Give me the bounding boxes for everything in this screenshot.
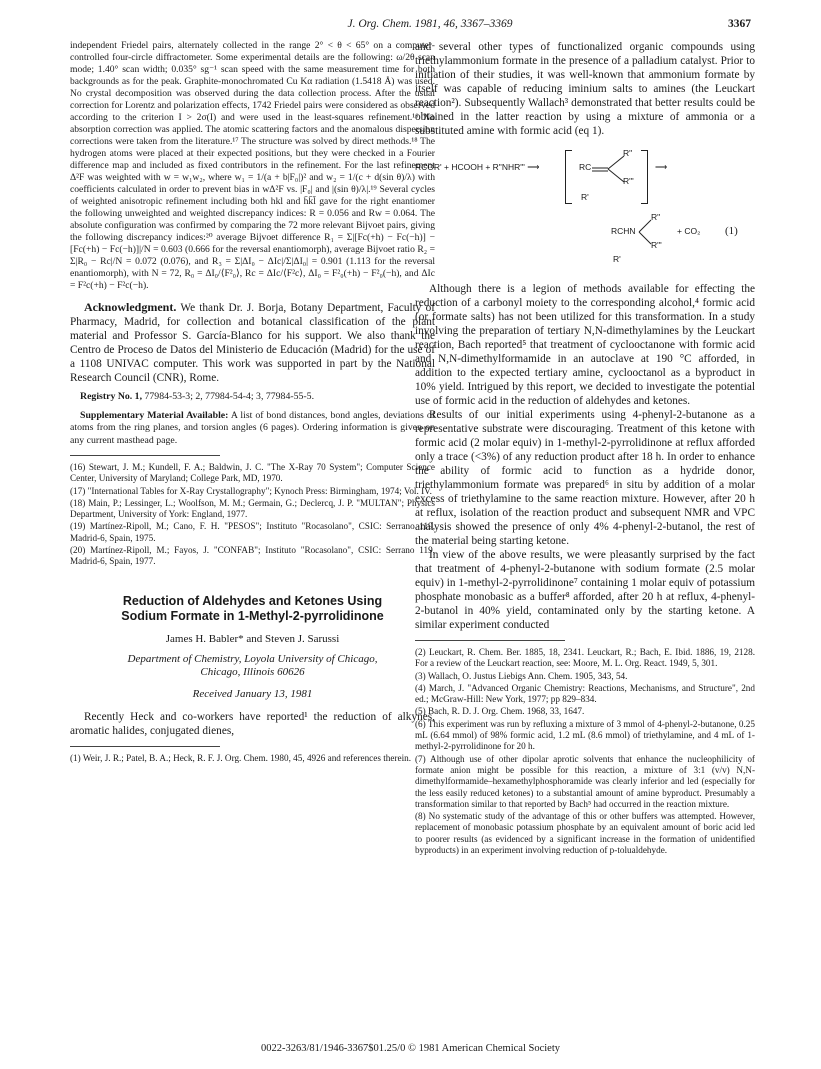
registry-numbers: [70, 391, 435, 404]
acknowledgment-text: We thank Dr. J. Borja, Botany Department, Faculty of Pharmacy, Madrid, for collection and botanical classification of the plant material and Professor S. García-Blanco for his support. We also thank the Centro de Proceso de Datos del Ministerio de Educación (Madrid) for the use of a 1108 UNIVAC computer. This work was supported in part by the National Research Council (CNR), Rome.: [70, 302, 435, 384]
affiliation: [70, 653, 435, 680]
paragraph-formic-acid: Although there is a legion of methods available for effecting the reduction of a carbonyl moiety to the corresponding alcohol,⁴ formic acid (or formate salts) has not been utilized for this transformation. In a study involving the preparation of tertiary N,N-dimethylamines by the Leuckart reaction, Bach reported⁵ that treatment of cyclooctanone with formic acid and N,N-dimethylformamide in an autoclave at 190 °C afforded, in addition to the expected tertiary amine, cyclooctanol as a byproduct in 10% yield. Intrigued by this report, we decided to investigate the potential use of formic acid in the reduction of aldehydes and ketones.: [415, 283, 755, 407]
eq-product-r2: R"': [651, 240, 662, 250]
footnote-17: (17) "International Tables for X-Ray Crystallography"; Kynoch Press: Birmingham, 1974; Vol. IV.: [70, 485, 432, 496]
page-number: 3367: [728, 18, 751, 30]
footnote-4: (4) March, J. "Advanced Organic Chemistry: Reactions, Mechanisms, and Structure", 2nd ed.; McGraw-Hill: New York, 1977; pp 829–834.: [415, 682, 755, 705]
footnote-19: (19) Martínez-Ripoll, M.; Cano, F. H. "PESOS"; Instituto "Rocasolano", CSIC: Serrano 119, Madrid-6, Spain, 1975.: [70, 521, 435, 543]
article-intro: Recently Heck and co-workers have reported¹ the reduction of alkynes, aromatic halides, conjugated dienes,: [70, 710, 435, 737]
eq-bracket-right: [641, 150, 648, 204]
footnote-16: (16) Stewart, J. M.; Kundell, F. A.; Baldwin, J. C. "The X-Ray 70 System"; Computer Science Center, University of Maryland; College Park, MD, 1970.: [70, 462, 435, 484]
article-title-line-2: Sodium Formate in 1-Methyl-2-pyrrolidinone: [121, 608, 384, 623]
footnote-3: (3) Wallach, O. Justus Liebigs Ann. Chem. 1905, 343, 54.: [415, 670, 628, 681]
received-date: Received January 13, 1981: [192, 687, 313, 700]
eq-reactants: RCOR' + HCOOH + R"NHR"' ⟶: [415, 162, 540, 172]
footnote-20: (20) Martínez-Ripoll, M.; Fayos, J. "CONFAB"; Instituto "Rocasolano", CSIC: Serrano 119, Madrid-6, Spain, 1977.: [70, 545, 435, 567]
paragraph-initial-results: Results of our initial experiments using 4-phenyl-2-butanone as a representative substrate were discouraging. Treatment of this ketone with formic acid (2 molar equiv) in 1-methyl-2-pyrrolidinone at reflux afforded only a trace (<3%) of any reduction product after 18 h. In order to enhance the ability of formic acid to function as a hydride donor, triethylammonium formate was prepared⁶ in situ by addition of a molar excess of triethylamine to the same reaction mixture. However, after 20 h at reflux, isolation of the reaction product and subsequent NMR and VPC analysis showed the presence of only 4% 4-phenyl-2-butanol, the rest of the material being starting ketone.: [415, 409, 755, 547]
eq-iminium-r2: R"': [623, 176, 634, 186]
eq-product-amine: RCHN: [611, 226, 636, 236]
eq-product-r3: R': [613, 254, 621, 264]
eq-iminium-carbon: RC: [579, 162, 592, 172]
registry-heading: Registry No. 1,: [80, 391, 143, 402]
eq-number: (1): [725, 225, 738, 237]
eq-co2: + CO₂: [677, 226, 701, 236]
affiliation-line-2: Chicago, Illinois 60626: [200, 666, 305, 679]
supplementary-material: [70, 410, 435, 448]
acknowledgment: [70, 300, 435, 385]
eq-arrow: ⟶: [655, 162, 668, 172]
equation-1: [415, 146, 755, 276]
supplementary-text: A list of bond distances, bond angles, deviations of atoms from the ring planes, and torsion angles (6 pages). Ordering information is given on any current masthead page.: [70, 409, 435, 446]
article-title-line-1: Reduction of Aldehydes and Ketones Using: [122, 593, 383, 608]
eq-bracket-left: [565, 150, 572, 204]
article-title: [70, 594, 435, 624]
footnote-1: (1) Weir, J. R.; Patel, B. A.; Heck, R. F. J. Org. Chem. 1980, 45, 4926 and references therein.: [70, 752, 412, 763]
footnote-8: (8) No systematic study of the advantage of this or other buffers was attempted. However, replacement of monobasic potassium phosphate by an equivalent amount of boric acid led to poorer results (as evidenced by a significant increase in the formation of unidentified byproducts) in an experiment involving reduction of p-tolualdehyde.: [415, 811, 755, 856]
left-column: [70, 40, 435, 764]
footnote-5: (5) Bach, R. D. J. Org. Chem. 1968, 33, 1647.: [415, 706, 585, 717]
article-footnote-divider: [70, 746, 220, 747]
right-column: [415, 40, 755, 856]
supplementary-heading: Supplementary Material Available:: [80, 409, 229, 421]
footnote-18: (18) Main, P.; Lessinger, L.; Woolfson, M. M.; Germain, G.; Declercq, J. P. "MULTAN"; Physics Department, University of York: England, 1977.: [70, 497, 435, 520]
footnote-divider: [70, 455, 220, 456]
journal-citation: J. Org. Chem. 1981, 46, 3367–3369: [347, 18, 513, 30]
copyright-footer: 0022-3263/81/1946-3367$01.25/0 © 1981 American Chemical Society: [260, 1043, 561, 1054]
footnote-7: (7) Although use of other dipolar aprotic solvents that enhance the nucleophilicity of formate anion might be possible for this reaction, a mixture of 3:1 (v/v) N,N-dimethylformamide–hexamethylphosphoramide was clearly inferior and led (especially for the less easily reduced ketones) to a substantial amount of amine byproduct. Presumably a transformation similar to that reported by Bach⁵ had occurred in the reaction mixture.: [415, 753, 755, 809]
experimental-paragraph: independent Friedel pairs, alternately collected in the range 2° < θ < 65° on a computer-controlled four-circle diffractometer. Some experimental details are the following: ω/2θ scan mode; 1.40° scan width; 0.035° sg⁻¹ scan speed with the same measurement time for both backgrounds as for the peak. Graphite-monochromated Cu Kα radiation (1.5418 Å) was used. No crystal decomposition was observed during the data collection process. After the usual correction for Lorentz and polarization effects, 1742 Friedel pairs were considered as observed according to the criterion I > 2σ(I) and were used in the least-squares refinement.¹⁶ No absorption correction was applied. The atomic scattering factors and the anomalous dispersion corrections were taken from the literature.¹⁷ The structure was solved by direct methods.¹⁸ The hydrogen atoms were placed at their expected positions, but they were checked in a Fourier difference map and included as fixed contributors in the refinement. For the last refinement Δ²F was weighted with w = w₁w₂, where w₁ = 1/(a + b|F₀|)² and w₂ = 1/(c + d(sin θ)/λ) with coefficients calculated in order to prevent bias in wΔ²F vs. |F₀| and |(sin θ)/λ|.¹⁹ Several cycles of weighted anisotropic refinement including both hkl and h̄k̄l̄ gave for the right enantiomer the following unweighted and weighted discrepancy indices: R = 0.056 and Rw = 0.064. The absolute configuration was confirmed by comparing the 72 more relevant Bijvoet pairs, giving the following discrepancy indices:²⁰ average Bijvoet difference R₁ = Σ|[Fc(+h) − Fc(−h)] − [Fc(+h) − Fc(−h)]|/N = 0.603 (0.666 for the reversal enantiomorph), average Bijvoet ratio R₂ = Σ|R₀ − Rc|/N = 0.072 (0.076), and R₃ = Σ|ΔI₀ − ΔIc|/Σ|ΔI₀| = 0.901 (1.113 for the reversal enantiomorph), with N = 72, R₀ = ΔI₀/⟨F²₀⟩, Rc = ΔIc/⟨F²c⟩, ΔI₀ = F²₀(+h) − F²₀(−h), and ΔIc = F²c(+h) − F²c(−h).: [70, 40, 435, 291]
eq-iminium-r1: R": [623, 148, 633, 158]
footnote-2: (2) Leuckart, R. Chem. Ber. 1885, 18, 2341. Leuckart, R.; Bach, E. Ibid. 1886, 19, 2128. For a review of the Leuckart reaction, see: Moore, M. L. Org. React. 1949, 5, 301.: [415, 647, 755, 669]
affiliation-line-1: Department of Chemistry, Loyola University of Chicago,: [127, 652, 378, 665]
registry-text: 77984-53-3; 2, 77984-54-4; 3, 77984-55-5.: [142, 391, 315, 402]
footnote-6: (6) This experiment was run by refluxing a mixture of 3 mmol of 4-phenyl-2-butanone, 0.25 mL (6.64 mmol) of 98% formic acid, 1.2 mL (8.6 mmol) of triethylamine, and 4 mL of 1-methyl-2-pyrrolidinone for 20 h.: [415, 718, 755, 752]
authors: James H. Babler* and Steven J. Sarussi: [165, 632, 340, 645]
acknowledgment-heading: Acknowledgment.: [84, 300, 177, 314]
paragraph-leuckart: and several other types of functionalized organic compounds using triethylammonium formate in the presence of a palladium catalyst. Prior to initiation of their studies, it was well-known that ammonium formate by itself was capable of reducing iminium salts to amines (the Leuckart reaction²). Subsequently Wallach³ demonstrated that better results could be obtained in the latter reaction by using a mixture of ammonia or a substituted amine with formic acid (eq 1).: [415, 41, 755, 137]
eq-product-r1: R": [651, 212, 661, 222]
paragraph-sodium-formate: In view of the above results, we were pleasantly surprised by the fact that treatment of 4-phenyl-2-butanone with sodium formate (2.5 molar equiv) in 1-methyl-2-pyrrolidinone⁷ containing 1 molar equiv of potassium phosphate monobasic as a buffer⁸ afforded, after 20 h at reflux, 4-phenyl-2-butanol in 40% yield, contaminated only by the starting ketone. A similar experiment conducted: [415, 549, 755, 631]
eq-iminium-r3: R': [581, 192, 589, 202]
running-header: [0, 18, 821, 36]
right-footnote-divider: [415, 640, 565, 641]
